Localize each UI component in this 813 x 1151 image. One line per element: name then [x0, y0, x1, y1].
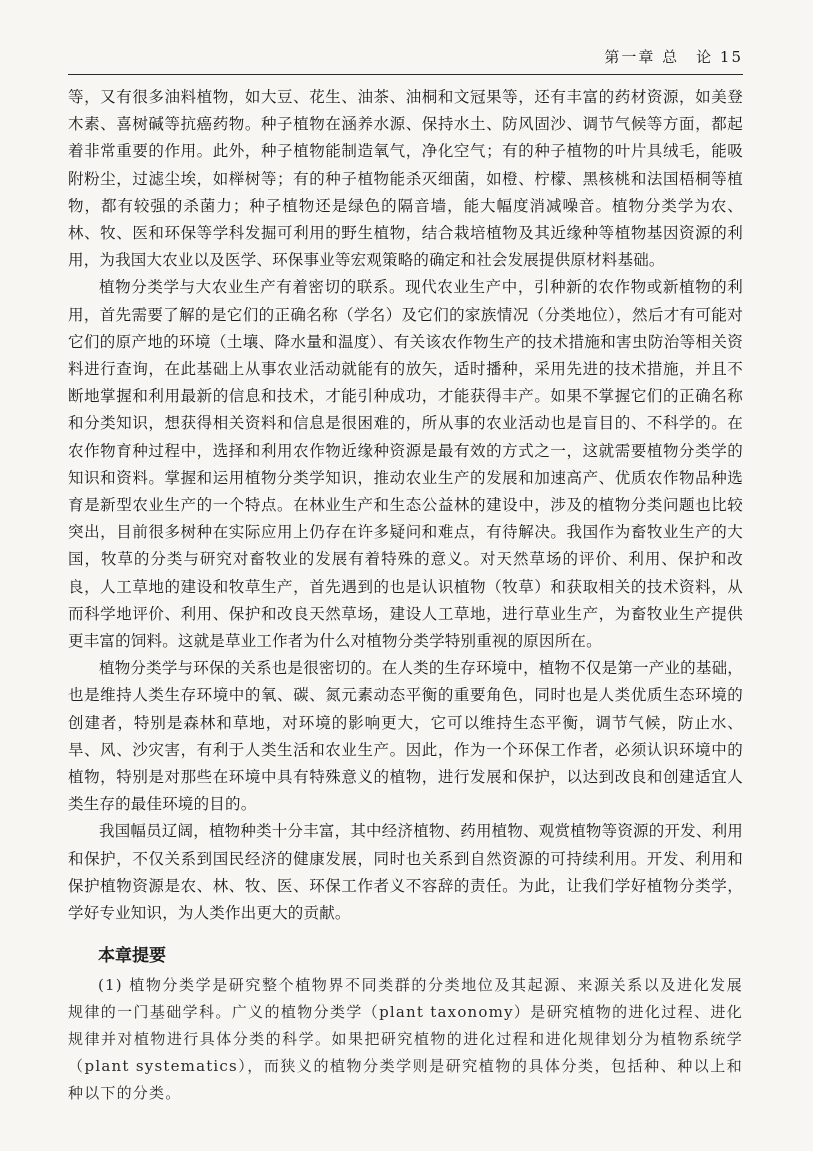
- header-chapter-page: 第一章 总 论 15: [604, 48, 743, 66]
- page-body: [68, 84, 743, 1107]
- paragraph-continued: 等，又有很多油料植物，如大豆、花生、油茶、油桐和文冠果等，还有丰富的药材资源，如美登木素、喜树碱等抗癌药物。种子植物在涵养水源、保持水土、防风固沙、调节气候等方面，都起着非常重要的作用。此外，种子植物能制造氧气，净化空气；有的种子植物的叶片具绒毛，能吸附粉尘，过滤尘埃，如榉树等；有的种子植物能杀灭细菌，如橙、柠檬、黑核桃和法国梧桐等植物，都有较强的杀菌力；种子植物还是绿色的隔音墙，能大幅度消减噪音。植物分类学为农、林、牧、医和环保等学科发掘可利用的野生植物，结合栽培植物及其近缘种等植物基因资源的利用，为我国大农业以及医学、环保事业等宏观策略的确定和社会发展提供原材料基础。: [68, 88, 743, 270]
- paragraph-environment: 植物分类学与环保的关系也是很密切的。在人类的生存环境中，植物不仅是第一产业的基础，也是维持人类生存环境中的氧、碳、氮元素动态平衡的重要角色，同时也是人类优质生态环境的创建者，特别是森林和草地，对环境的影响更大，它可以维持生态平衡，调节气候，防止水、旱、风、沙灾害，有利于人类生活和农业生产。因此，作为一个环保工作者，必须认识环境中的植物，特别是对那些在环境中具有特殊意义的植物，进行发展和保护，以达到改良和创建适宜人类生存的最佳环境的目的。: [68, 659, 743, 814]
- paragraph-agriculture: 植物分类学与大农业生产有着密切的联系。现代农业生产中，引种新的农作物或新植物的利用，首先需要了解的是它们的正确名称（学名）及它们的家族情况（分类地位），然后才有可能对它们的原产地的环境（土壤、降水量和温度）、有关该农作物生产的技术措施和害虫防治等相关资料进行查询，在此基础上从事农业活动就能有的放矢，适时播种，采用先进的技术措施，并且不断地掌握和利用最新的信息和技术，才能引种成功，才能获得丰产。如果不掌握它们的正确名称和分类知识，想获得相关资料和信息是很困难的，所从事的农业活动也是盲目的、不科学的。在农作物育种过程中，选择和利用农作物近缘种资源是最有效的方式之一，这就需要植物分类学的知识和资料。掌握和运用植物分类学知识，推动农业生产的发展和加速高产、优质农作物品种选育是新型农业生产的一个特点。在林业生产和生态公益林的建设中，涉及的植物分类问题也比较突出，目前很多树种在实际应用上仍存在许多疑问和难点，有待解决。我国作为畜牧业生产的大国，牧草的分类与研究对畜牧业的发展有着特殊的意义。对天然草场的评价、利用、保护和改良，人工草地的建设和牧草生产，首先遇到的也是认识植物（牧草）和获取相关的技术资料，从而科学地评价、利用、保护和改良天然草场，建设人工草地，进行草业生产，为畜牧业生产提供更丰富的饲料。这就是草业工作者为什么对植物分类学特别重视的原因所在。: [68, 278, 743, 651]
- summary-item-1: (1) 植物分类学是研究整个植物界不同类群的分类地位及其起源、来源关系以及进化发展规律的一门基础学科。广义的植物分类学（plant taxonomy）是研究植物的进化过程、进化规律并对植物进行具体分类的科学。如果把研究植物的进化过程和进化规律划分为植物系统学（plant systematics），而狭义的植物分类学则是研究植物的具体分类，包括种、种以上和种以下的分类。: [68, 976, 743, 1103]
- running-header: [68, 40, 743, 75]
- section-title: 本章提要: [98, 946, 166, 967]
- paragraph-resources: 我国幅员辽阔，植物种类十分丰富，其中经济植物、药用植物、观赏植物等资源的开发、利用和保护，不仅关系到国民经济的健康发展，同时也关系到自然资源的可持续利用。开发、利用和保护植物资源是农、林、牧、医、环保工作者义不容辞的责任。为此，让我们学好植物分类学，学好专业知识，为人类作出更大的贡献。: [68, 822, 743, 923]
